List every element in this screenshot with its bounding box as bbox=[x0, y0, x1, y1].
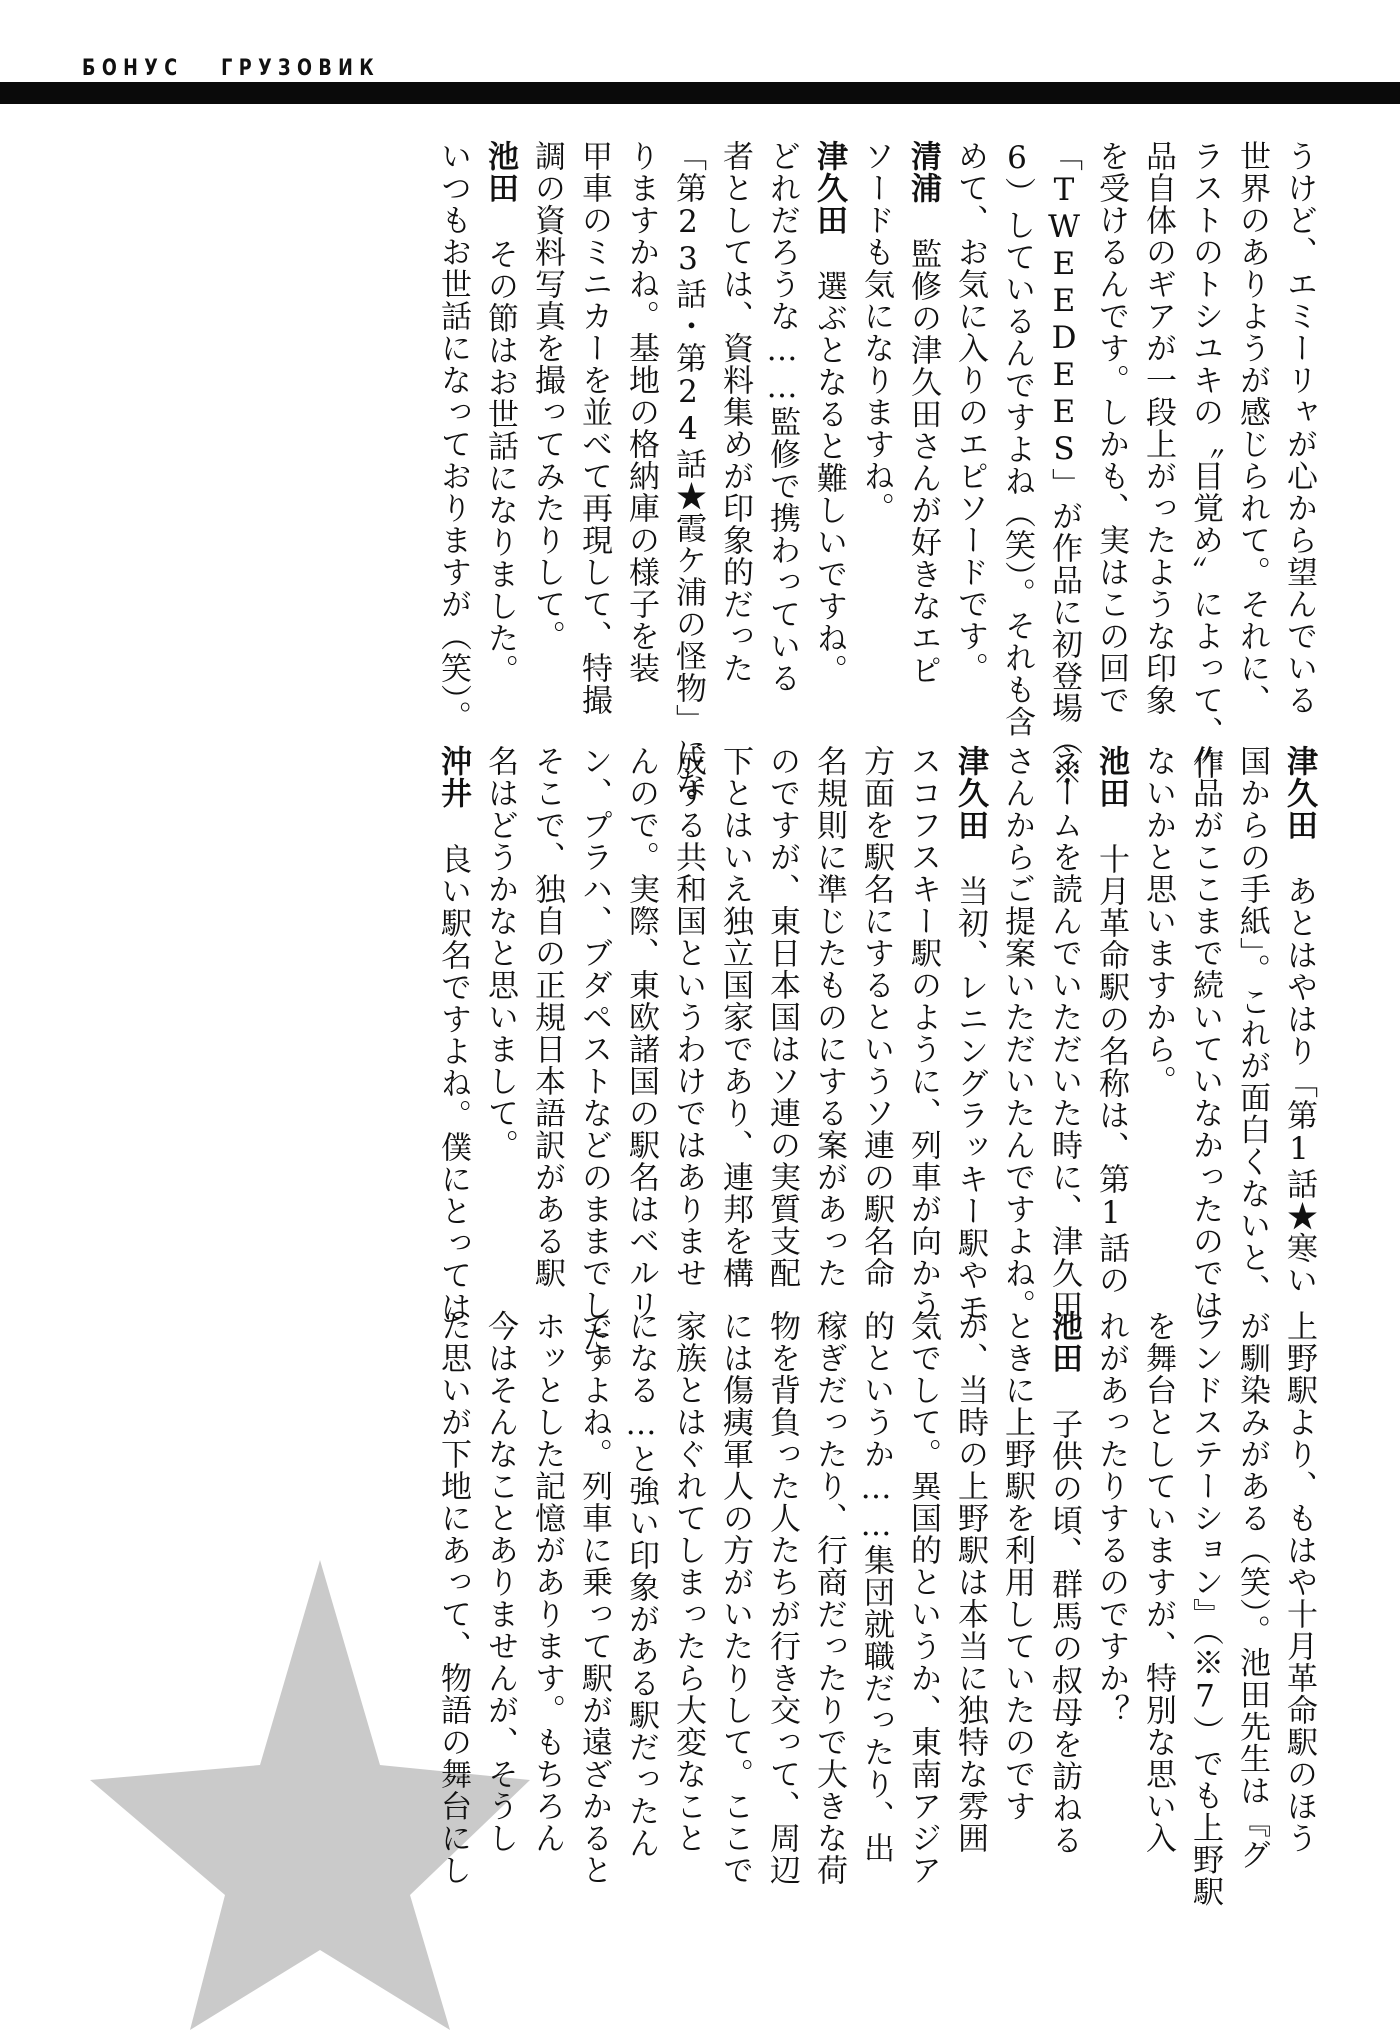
text-column bbox=[617, 140, 664, 720]
text-column bbox=[852, 1310, 899, 1864]
column-text: た思いが下地にあって、物語の舞台にし bbox=[435, 1310, 471, 1886]
text-column bbox=[1134, 1310, 1181, 1854]
text-column bbox=[899, 1310, 946, 1886]
column-text: その節はお世話になりました。 bbox=[482, 238, 518, 686]
column-text: が馴染みがある（笑）。池田先生は『グ bbox=[1234, 1310, 1270, 1871]
column-text: 名規則に準じたものにする案があった bbox=[811, 745, 847, 1289]
column-text: 「TWEEDEES」が作品に初登場（※ bbox=[1046, 140, 1082, 788]
text-column bbox=[1228, 745, 1275, 1306]
text-column bbox=[1181, 140, 1228, 780]
text-column bbox=[523, 745, 570, 1289]
column-text: れがあったりするのですか？ bbox=[1093, 1310, 1129, 1726]
text-column bbox=[1228, 140, 1275, 720]
text-column bbox=[1087, 140, 1134, 720]
text-column bbox=[664, 745, 711, 1289]
text-column bbox=[523, 1310, 570, 1854]
column-text: 成する共和国というわけではありませ bbox=[670, 745, 706, 1289]
column-text: 当初、レニングラッキー駅やモ bbox=[952, 875, 988, 1323]
speaker-name: 池田 bbox=[482, 140, 518, 204]
speaker-name: 池田 bbox=[1046, 1310, 1082, 1374]
speaker-name: 沖井 bbox=[435, 745, 471, 809]
column-text: 家族とはぐれてしまったら大変なこと bbox=[670, 1310, 706, 1854]
column-text: 十月革命駅の名称は、第1話の bbox=[1093, 843, 1129, 1296]
text-column bbox=[1181, 1310, 1228, 1908]
text-column bbox=[805, 1310, 852, 1886]
column-text: どれだろうな……監修で携わっている bbox=[764, 140, 800, 694]
column-text: ソードも気になりますね。 bbox=[858, 140, 894, 524]
column-text: うけど、エミーリャが心から望んでいる bbox=[1281, 140, 1317, 716]
column-text: さんからご提案いただいたんですよね。 bbox=[999, 745, 1035, 1321]
column-text: を受けるんです。しかも、実はこの回で bbox=[1093, 140, 1129, 716]
text-column bbox=[1040, 140, 1087, 788]
column-text: 「第23話・第24話★霞ケ浦の怪物」にな bbox=[670, 140, 706, 800]
column-text: 名はどうかなと思いまして。 bbox=[482, 745, 518, 1161]
text-column bbox=[993, 745, 1040, 1321]
speaker-line bbox=[805, 140, 852, 720]
column-text: 物を背負った人たちが行き交って、周辺 bbox=[764, 1310, 800, 1886]
text-tier-middle bbox=[429, 745, 1322, 1385]
column-text: には傷痍軍人の方がいたりして。ここで bbox=[717, 1310, 753, 1886]
column-text: 良い駅名ですよね。僕にとっては bbox=[435, 843, 471, 1323]
text-column bbox=[617, 745, 664, 1321]
column-text: 気でして。異国的というか、東南アジア bbox=[905, 1310, 941, 1886]
column-text: りますかね。基地の格納庫の様子を装 bbox=[623, 140, 659, 684]
text-column bbox=[993, 1310, 1040, 1850]
column-text: スコフスキー駅のように、列車が向かう bbox=[905, 745, 941, 1321]
text-tier-bottom bbox=[429, 1310, 1322, 1908]
header-title: БОНУС ГРУЗОВИК bbox=[82, 56, 381, 81]
column-text: ホッとした記憶があります。もちろん bbox=[529, 1310, 565, 1854]
column-text: になる…と強い印象がある駅だったん bbox=[623, 1310, 659, 1859]
column-text: 選ぶとなると難しいですね。 bbox=[811, 270, 847, 686]
text-column bbox=[664, 1310, 711, 1854]
text-column bbox=[523, 140, 570, 720]
text-column bbox=[570, 1310, 617, 1886]
column-text: 国からの手紙」。これが面白くないと、 bbox=[1234, 745, 1270, 1306]
speaker-name: 池田 bbox=[1093, 745, 1129, 809]
text-column bbox=[1275, 140, 1322, 720]
column-text: を舞台としていますが、特別な思い入 bbox=[1140, 1310, 1176, 1854]
text-column bbox=[852, 745, 899, 1289]
speaker-line bbox=[946, 745, 993, 1323]
text-column bbox=[711, 1310, 758, 1886]
text-column bbox=[664, 140, 711, 800]
column-text: 子供の頃、群馬の叔母を訪ねる bbox=[1046, 1408, 1082, 1856]
column-text: が、当時の上野駅は本当に独特な雰囲 bbox=[952, 1310, 988, 1854]
column-text: いつもお世話になっておりますが（笑）。 bbox=[435, 140, 471, 733]
text-column bbox=[946, 140, 993, 720]
column-text: 品自体のギアが一段上がったような印象 bbox=[1140, 140, 1176, 716]
column-text: ないかと思いますから。 bbox=[1140, 745, 1176, 1097]
text-column bbox=[993, 140, 1040, 738]
column-text: のですが、東日本国はソ連の実質支配 bbox=[764, 745, 800, 1289]
column-text: ネームを読んでいただいた時に、津久田 bbox=[1046, 745, 1082, 1321]
column-text: ランドステーション』（※7）でも上野駅 bbox=[1187, 1310, 1223, 1908]
text-column bbox=[758, 1310, 805, 1886]
column-text: 方面を駅名にするというソ連の駅名命 bbox=[858, 745, 894, 1289]
text-column bbox=[570, 140, 617, 720]
speaker-name: 清浦 bbox=[905, 140, 941, 204]
column-text: ですよね。列車に乗って駅が遠ざかると bbox=[576, 1310, 612, 1886]
column-text: 的というか……集団就職だったり、出 bbox=[858, 1310, 894, 1864]
text-column bbox=[1134, 745, 1181, 1285]
column-text: 調の資料写真を撮ってみたりして。 bbox=[529, 140, 565, 652]
text-column bbox=[617, 1310, 664, 1859]
column-text: 世界のありようが感じられて。それに、 bbox=[1234, 140, 1270, 716]
speaker-line bbox=[1040, 1310, 1087, 1856]
column-text: んので。実際、東欧諸国の駅名はベルリ bbox=[623, 745, 659, 1321]
text-column bbox=[758, 745, 805, 1289]
text-column bbox=[711, 140, 758, 720]
column-text: 下とはいえ独立国家であり、連邦を構 bbox=[717, 745, 753, 1289]
speaker-name: 津久田 bbox=[952, 745, 988, 841]
text-column bbox=[946, 1310, 993, 1854]
column-text: そこで、独自の正規日本語訳がある駅 bbox=[529, 745, 565, 1289]
column-text: 者としては、資料集めが印象的だった bbox=[717, 140, 753, 684]
speaker-line bbox=[1087, 745, 1134, 1296]
text-column bbox=[852, 140, 899, 720]
text-column bbox=[711, 745, 758, 1289]
column-text: 今はそんなことありませんが、そうし bbox=[482, 1310, 518, 1854]
text-column bbox=[1040, 745, 1087, 1321]
column-text: ラストのトシユキの〝目覚め〟によって、作 bbox=[1187, 140, 1223, 780]
text-column bbox=[1228, 1310, 1275, 1871]
speaker-line bbox=[429, 745, 476, 1323]
column-text: 甲車のミニカーを並べて再現して、特撮 bbox=[576, 140, 612, 716]
text-column bbox=[429, 140, 476, 733]
speaker-name: 津久田 bbox=[1281, 745, 1317, 841]
text-column bbox=[476, 745, 523, 1285]
column-text: 6）しているんですよね（笑）。それも含 bbox=[999, 140, 1035, 738]
text-column bbox=[570, 745, 617, 1385]
text-column bbox=[1275, 1310, 1322, 1854]
column-text: 上野駅より、もはや十月革命駅のほう bbox=[1281, 1310, 1317, 1854]
speaker-line bbox=[1275, 745, 1322, 1296]
text-column bbox=[899, 745, 946, 1321]
text-column bbox=[758, 140, 805, 720]
column-text: 監修の津久田さんが好きなエピ bbox=[905, 238, 941, 686]
column-text: 作品がここまで続いていなかったのでは bbox=[1187, 745, 1223, 1321]
header-bar bbox=[0, 82, 1400, 104]
text-column bbox=[1087, 1310, 1134, 1850]
column-text: あとはやはり「第1話★寒い bbox=[1281, 875, 1317, 1296]
text-column bbox=[476, 1310, 523, 1854]
speaker-name: 津久田 bbox=[811, 140, 847, 236]
text-column bbox=[429, 1310, 476, 1886]
text-column bbox=[1134, 140, 1181, 720]
speaker-line bbox=[899, 140, 946, 720]
text-column bbox=[1181, 745, 1228, 1321]
column-text: ときに上野駅を利用していたのです bbox=[999, 1310, 1035, 1822]
column-text: 稼ぎだったり、行商だったりで大きな荷 bbox=[811, 1310, 847, 1886]
text-column bbox=[805, 745, 852, 1289]
column-text: めて、お気に入りのエピソードです。 bbox=[952, 140, 988, 684]
speaker-line bbox=[476, 140, 523, 720]
column-text: ン、プラハ、ブダペストなどのままでした。 bbox=[576, 745, 612, 1385]
